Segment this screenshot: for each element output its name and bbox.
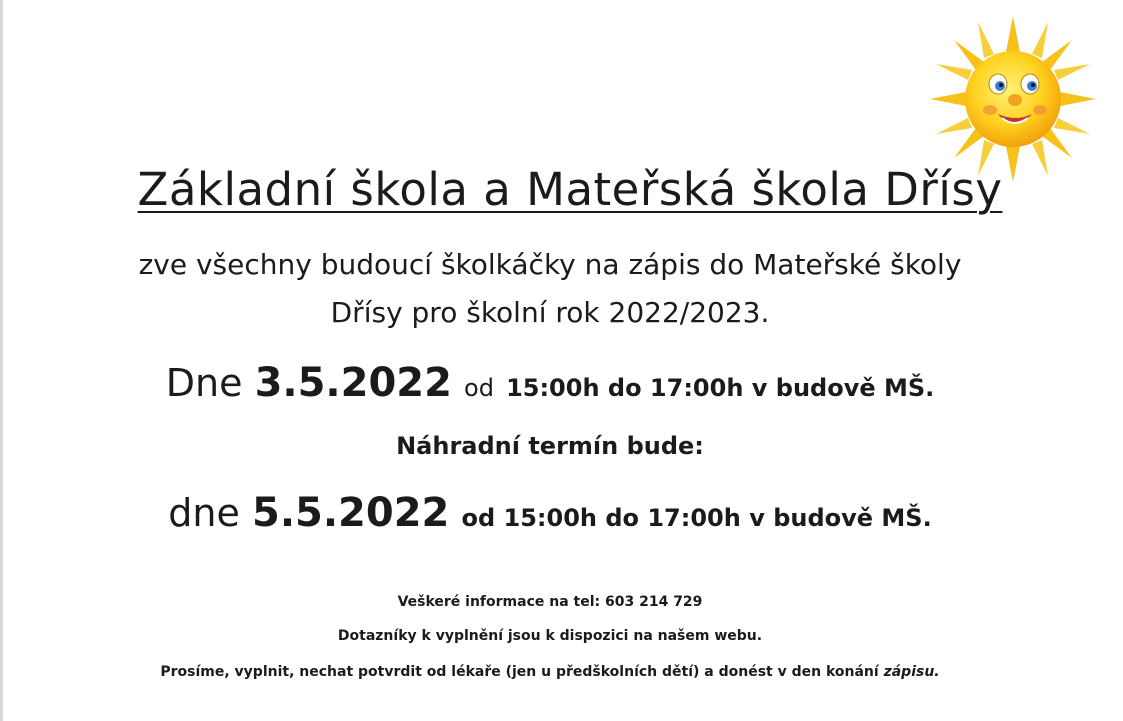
request-info-main: Prosíme, vyplnit, nechat potvrdit od lékaře (jen u předškolních dětí) a donést v den konání: [160, 664, 879, 680]
term-1: [0, 360, 1100, 406]
term-2-date: 5.5.2022: [251, 490, 450, 536]
term-2-rest: od 15:00h do 17:00h v budově MŠ.: [461, 504, 932, 532]
term-1-prefix: Dne: [165, 361, 243, 405]
term-1-time-place: 15:00h do 17:00h v budově MŠ.: [506, 374, 935, 402]
school-title: [20, 163, 1120, 216]
term-2-prefix: dne: [168, 491, 240, 535]
term-2: [0, 490, 1100, 536]
invitation-line-1: zve všechny budoucí školkáčky na zápis do Mateřské školy: [138, 248, 962, 281]
invitation-line-2: Dřísy pro školní rok 2022/2023.: [330, 296, 770, 329]
alternative-term-label: Náhradní termín bude:: [396, 432, 704, 460]
request-info-end: zápisu.: [883, 664, 940, 680]
term-1-od: od: [464, 374, 494, 402]
request-info: [0, 664, 1100, 680]
school-title-text: Základní škola a Mateřská škola Dřísy: [137, 163, 1003, 216]
phone-info: Veškeré informace na tel: 603 214 729: [397, 594, 703, 610]
sun-illustration-icon: [928, 14, 1098, 184]
questionnaire-info: Dotazníky k vyplnění jsou k dispozici na našem webu.: [337, 628, 763, 644]
term-1-date: 3.5.2022: [254, 360, 452, 406]
